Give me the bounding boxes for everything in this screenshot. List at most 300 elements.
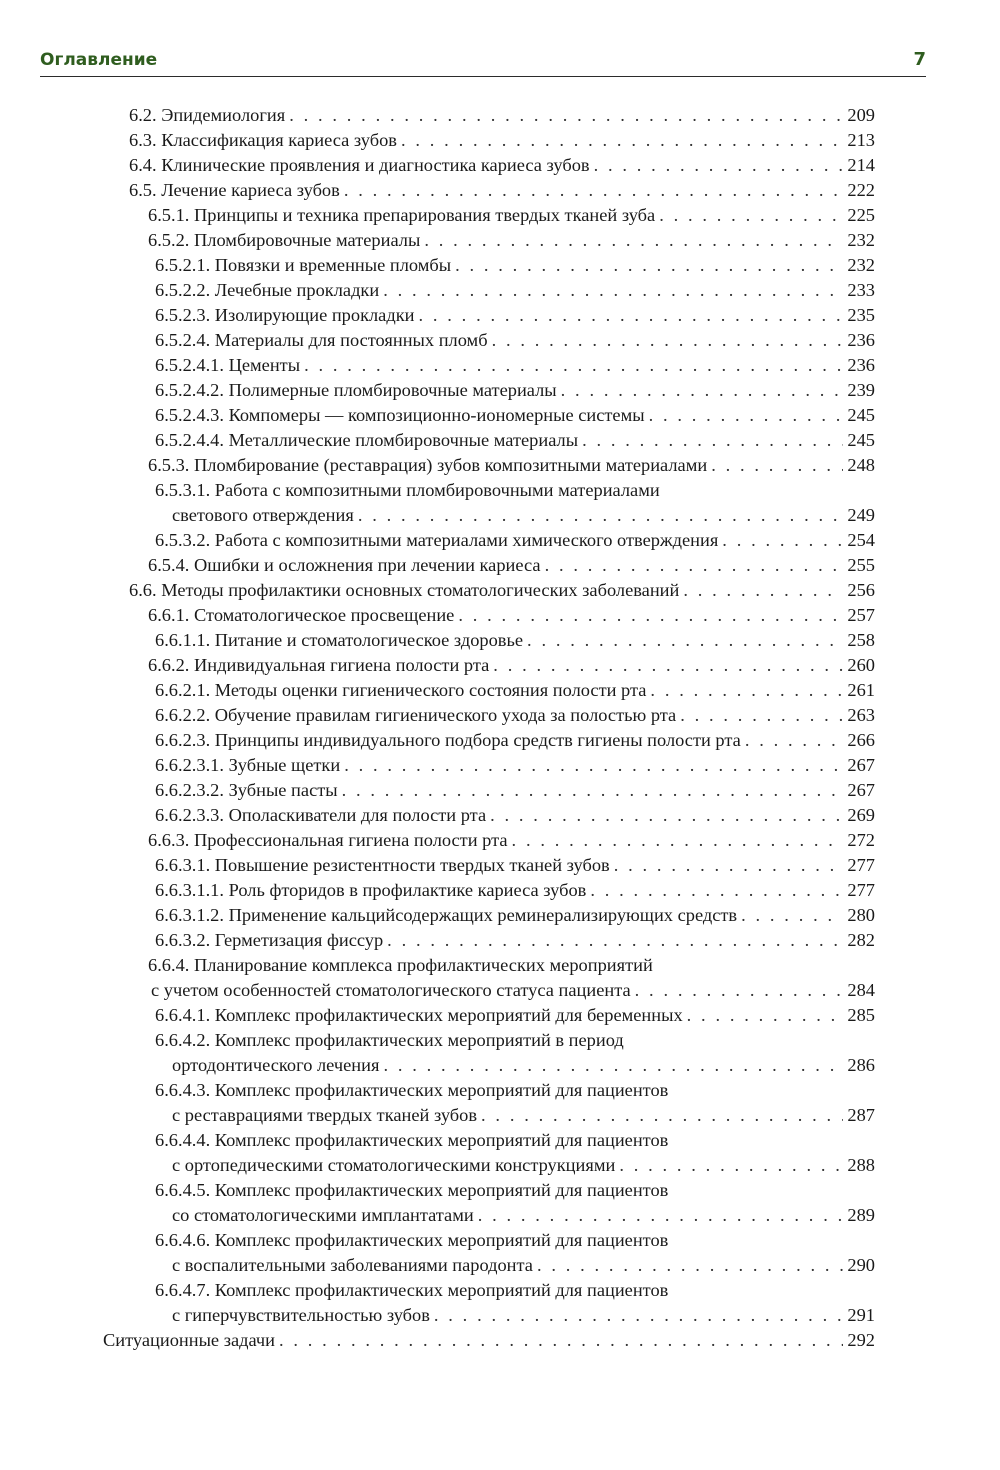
toc-entry-number: 6.5.2.4.: [155, 330, 211, 350]
toc-entry-title: Цементы: [228, 355, 301, 375]
toc-entry-number: 6.6.4.1.: [155, 1005, 211, 1025]
toc-entry: [103, 653, 875, 678]
toc-entry-line: [103, 178, 875, 203]
dot-leader: [650, 678, 843, 703]
toc-entry-title: Лечение кариеса зубов: [161, 180, 340, 200]
toc-entry-number: 6.4.: [129, 155, 157, 175]
toc-entry: [103, 328, 875, 353]
toc-entry-continuation: со стоматологическими имплантатами: [172, 1205, 474, 1225]
toc-entry-line: [103, 253, 875, 278]
toc-entry-text: [155, 478, 660, 503]
toc-entry-text: [155, 903, 737, 928]
toc-entry-text: [155, 728, 741, 753]
toc-entry-number: 6.3.: [129, 130, 157, 150]
toc-entry: [103, 103, 875, 128]
toc-entry-line: [103, 403, 875, 428]
toc-entry-page: 257: [847, 605, 875, 625]
toc-entry-page: 214: [847, 155, 875, 175]
toc-entry: [103, 953, 875, 1003]
toc-entry-text: [155, 403, 645, 428]
toc-entry-page: 222: [847, 180, 875, 200]
toc-entry-text: [155, 678, 646, 703]
toc-entry-number: 6.6.1.1.: [155, 630, 211, 650]
toc-entry-number: 6.6.2.3.1.: [155, 755, 224, 775]
toc-entry-text: [129, 178, 340, 203]
toc-entry-title: Эпидемиология: [161, 105, 286, 125]
toc-entry-page: 289: [847, 1205, 875, 1225]
toc-entry-number: 6.6.4.: [148, 955, 190, 975]
toc-entry-number: 6.6.3.1.: [155, 855, 211, 875]
toc-entry-number: 6.6.2.3.: [155, 730, 211, 750]
toc-entry-number: 6.5.2.1.: [155, 255, 211, 275]
toc-entry: [103, 803, 875, 828]
toc-entry-page: 236: [847, 330, 875, 350]
toc-entry-title: Изолирующие прокладки: [214, 305, 415, 325]
toc-entry: [103, 278, 875, 303]
toc-entry-line: [103, 578, 875, 603]
toc-entry-line: [103, 103, 875, 128]
toc-entry-line: [103, 453, 875, 478]
toc-entry-text: [155, 1003, 683, 1028]
toc-entry-title: Методы профилактики основных стоматологических заболеваний: [161, 580, 680, 600]
toc-entry-text: [155, 803, 486, 828]
toc-entry-title: Комплекс профилактических мероприятий для пациентов: [214, 1130, 669, 1150]
toc-entry-text: [129, 128, 397, 153]
toc-entry-title: Компомеры — композиционно-иономерные системы: [228, 405, 645, 425]
toc-entry-text: [155, 253, 451, 278]
toc-entry: [103, 903, 875, 928]
dot-leader: [344, 753, 843, 778]
toc-entry-page: 255: [847, 555, 875, 575]
toc-entry-title: Полимерные пломбировочные материалы: [228, 380, 557, 400]
dot-leader: [590, 878, 843, 903]
toc-entry-line: [103, 653, 875, 678]
toc-entry-text: [155, 1128, 668, 1153]
toc-entry-number: 6.6.2.1.: [155, 680, 211, 700]
toc-entry: [103, 203, 875, 228]
toc-entry-title: Комплекс профилактических мероприятий для пациентов: [214, 1080, 669, 1100]
dot-leader: [745, 728, 844, 753]
toc-entry-line: [103, 753, 875, 778]
toc-entry-number: 6.6.2.3.3.: [155, 805, 224, 825]
toc-entry-title: Применение кальцийсодержащих реминерализирующих средств: [228, 905, 738, 925]
toc-entry-page: 233: [847, 280, 875, 300]
toc-entry-number: 6.6.2.2.: [155, 705, 211, 725]
toc-entry-text: [148, 228, 420, 253]
dot-leader: [434, 1303, 844, 1328]
toc-entry-line: [103, 203, 875, 228]
toc-entry-title: Работа с композитными материалами химического отверждения: [214, 530, 719, 550]
toc-entry: [103, 353, 875, 378]
toc-entry-title: Комплекс профилактических мероприятий для пациентов: [214, 1280, 669, 1300]
toc-entry-number: 6.5.2.3.: [155, 305, 211, 325]
toc-entry-title: Принципы и техника препарирования твердых тканей зуба: [194, 205, 656, 225]
toc-entry-text: [148, 603, 454, 628]
toc-entry-page: 235: [847, 305, 875, 325]
toc-entry: [103, 778, 875, 803]
toc-entry-page: 284: [847, 980, 875, 1000]
toc-entry-number: 6.6.4.4.: [155, 1130, 211, 1150]
toc-entry-line: [103, 603, 875, 628]
toc-entry-page: 291: [847, 1305, 875, 1325]
toc-entry-page: 254: [847, 530, 875, 550]
dot-leader: [614, 853, 844, 878]
toc-entry: [103, 303, 875, 328]
dot-leader: [492, 328, 844, 353]
dot-leader: [687, 1003, 844, 1028]
toc-entry-title: Зубные пасты: [228, 780, 338, 800]
toc-entry-page: 236: [847, 355, 875, 375]
toc-entry-page: 277: [847, 880, 875, 900]
toc-entry: [103, 178, 875, 203]
toc-entry-page: 248: [847, 455, 875, 475]
dot-leader: [741, 903, 843, 928]
toc-entry: [103, 453, 875, 478]
toc-entry-text: [155, 753, 340, 778]
dot-leader: [493, 653, 843, 678]
toc-entry-line: [103, 928, 875, 953]
toc-entry-text: [155, 303, 414, 328]
toc-entry-text: [155, 1028, 624, 1053]
toc-entry-line: [103, 628, 875, 653]
dot-leader: [545, 553, 844, 578]
toc-entry-number: 6.6.3.: [148, 830, 190, 850]
toc-entry-text: [155, 353, 300, 378]
toc-entry-text: [155, 628, 523, 653]
toc-entry-title: Повышение резистентности твердых тканей зубов: [214, 855, 610, 875]
toc-entry-line: [103, 1053, 875, 1078]
toc-entry-text: [155, 378, 557, 403]
toc-entry-line: [103, 1278, 875, 1303]
toc-entry-text: [155, 278, 379, 303]
toc-entry-text: [155, 1178, 668, 1203]
toc-entry-text: [148, 828, 508, 853]
toc-entry-page: 239: [847, 380, 875, 400]
dot-leader: [582, 428, 843, 453]
toc-entry-text: [155, 878, 586, 903]
table-of-contents: [103, 103, 875, 1353]
toc-entry-line: [103, 328, 875, 353]
toc-entry-page: 287: [847, 1105, 875, 1125]
toc-entry-number: 6.5.2.4.2.: [155, 380, 224, 400]
toc-entry-title: Зубные щетки: [228, 755, 341, 775]
toc-entry-title: Ситуационные задачи: [103, 1330, 275, 1350]
dot-leader: [594, 153, 844, 178]
toc-entry-text: [148, 553, 541, 578]
toc-entry-text: [155, 928, 383, 953]
toc-entry-title: Пломбировочные материалы: [194, 230, 421, 250]
dot-leader: [512, 828, 844, 853]
dot-leader: [387, 928, 843, 953]
toc-entry-line: [103, 803, 875, 828]
toc-entry-line: [103, 1253, 875, 1278]
toc-entry-line: [103, 428, 875, 453]
dot-leader: [680, 703, 843, 728]
toc-entry-title: Профессиональная гигиена полости рта: [194, 830, 508, 850]
toc-entry-page: 292: [847, 1330, 875, 1350]
toc-entry-page: 277: [847, 855, 875, 875]
toc-entry-line: [103, 278, 875, 303]
toc-entry-number: 6.5.2.4.3.: [155, 405, 224, 425]
dot-leader: [649, 403, 844, 428]
toc-entry-text: [155, 1278, 668, 1303]
toc-entry-line: [103, 1153, 875, 1178]
toc-entry-number: 6.6.: [129, 580, 157, 600]
toc-entry-text: [129, 103, 285, 128]
toc-entry-title: Питание и стоматологическое здоровье: [214, 630, 524, 650]
toc-entry: [103, 478, 875, 528]
toc-entry-title: Принципы индивидуального подбора средств гигиены полости рта: [214, 730, 741, 750]
toc-entry-text: [148, 203, 655, 228]
toc-entry: [103, 753, 875, 778]
toc-entry-title: Комплекс профилактических мероприятий для пациентов: [214, 1180, 669, 1200]
toc-entry-continuation: с воспалительными заболеваниями пародонта: [172, 1255, 533, 1275]
toc-entry-title: Комплекс профилактических мероприятий для пациентов: [214, 1230, 669, 1250]
toc-entry-number: 6.6.3.1.1.: [155, 880, 224, 900]
toc-entry-line: [103, 1228, 875, 1253]
toc-entry-title: Комплекс профилактических мероприятий в период: [214, 1030, 624, 1050]
dot-leader: [619, 1153, 843, 1178]
toc-entry-title: Лечебные прокладки: [214, 280, 380, 300]
toc-entry: [103, 553, 875, 578]
toc-entry-line: [103, 1103, 875, 1128]
toc-entry: [103, 1003, 875, 1028]
toc-entry-number: 6.5.1.: [148, 205, 190, 225]
toc-entry-title: Клинические проявления и диагностика кариеса зубов: [161, 155, 590, 175]
toc-entry-number: 6.6.4.6.: [155, 1230, 211, 1250]
toc-entry-page: 288: [847, 1155, 875, 1175]
toc-entry-line: [103, 678, 875, 703]
toc-entry-continuation: с гиперчувствительностью зубов: [172, 1305, 430, 1325]
toc-entry-line: [103, 1303, 875, 1328]
header-page-number: 7: [913, 49, 926, 70]
dot-leader: [401, 128, 843, 153]
toc-entry-number: 6.5.2.: [148, 230, 190, 250]
toc-entry-number: 6.6.3.1.2.: [155, 905, 224, 925]
dot-leader: [342, 778, 844, 803]
toc-entry-title: Ополаскиватели для полости рта: [228, 805, 487, 825]
dot-leader: [289, 103, 843, 128]
toc-entry-page: 285: [847, 1005, 875, 1025]
toc-entry: [103, 428, 875, 453]
toc-entry-line: [103, 1078, 875, 1103]
toc-entry-title: Пломбирование (реставрация) зубов композитными материалами: [194, 455, 708, 475]
toc-entry: [103, 578, 875, 603]
toc-entry-text: [155, 1078, 668, 1103]
toc-entry-line: [103, 478, 875, 503]
dot-leader: [383, 278, 843, 303]
toc-entry-page: 282: [847, 930, 875, 950]
dot-leader: [659, 203, 843, 228]
toc-entry-page: 213: [847, 130, 875, 150]
toc-entry-line: [103, 1028, 875, 1053]
header-title: Оглавление: [40, 50, 158, 70]
toc-entry: [103, 228, 875, 253]
dot-leader: [635, 978, 844, 1003]
toc-entry-number: 6.5.3.1.: [155, 480, 211, 500]
toc-entry-title: Материалы для постоянных пломб: [214, 330, 488, 350]
toc-entry: [103, 1078, 875, 1128]
toc-entry-line: [103, 1178, 875, 1203]
toc-entry: [103, 128, 875, 153]
toc-entry-line: [103, 353, 875, 378]
toc-entry-title: Обучение правилам гигиенического ухода за полостью рта: [214, 705, 677, 725]
toc-entry-text: [155, 328, 488, 353]
toc-entry-title: Герметизация фиссур: [214, 930, 384, 950]
dot-leader: [418, 303, 843, 328]
dot-leader: [383, 1053, 843, 1078]
toc-entry: [103, 853, 875, 878]
toc-entry-line: [103, 303, 875, 328]
toc-entry-line: [103, 903, 875, 928]
toc-entry-number: 6.6.2.: [148, 655, 190, 675]
toc-entry-number: 6.6.4.2.: [155, 1030, 211, 1050]
dot-leader: [455, 253, 843, 278]
toc-entry-line: [103, 128, 875, 153]
dot-leader: [490, 803, 843, 828]
toc-entry: [103, 153, 875, 178]
toc-entry-continuation: с реставрациями твердых тканей зубов: [172, 1105, 478, 1125]
toc-entry-number: 6.5.3.2.: [155, 530, 211, 550]
toc-entry-line: [103, 228, 875, 253]
toc-entry-page: 256: [847, 580, 875, 600]
toc-entry-title: Комплекс профилактических мероприятий для беременных: [214, 1005, 683, 1025]
toc-entry: [103, 1028, 875, 1078]
toc-entry-title: Повязки и временные пломбы: [214, 255, 452, 275]
toc-entry-line: [103, 703, 875, 728]
toc-entry-page: 245: [847, 405, 875, 425]
toc-entry: [103, 678, 875, 703]
toc-entry-continuation: светового отверждения: [172, 505, 354, 525]
toc-entry-title: Работа с композитными пломбировочными материалами: [214, 480, 660, 500]
toc-entry-text: [155, 703, 676, 728]
toc-entry-title: Индивидуальная гигиена полости рта: [194, 655, 490, 675]
toc-entry-number: 6.6.2.3.2.: [155, 780, 224, 800]
toc-entry-page: 232: [847, 230, 875, 250]
toc-entry-line: [103, 1328, 875, 1353]
dot-leader: [304, 353, 843, 378]
dot-leader: [458, 603, 843, 628]
toc-entry-line: [103, 1003, 875, 1028]
toc-entry-line: [103, 828, 875, 853]
dot-leader: [424, 228, 843, 253]
toc-entry-page: 225: [847, 205, 875, 225]
toc-entry-continuation: с ортопедическими стоматологическими конструкциями: [172, 1155, 616, 1175]
toc-entry: [103, 1228, 875, 1278]
toc-entry-text: [148, 953, 653, 978]
dot-leader: [358, 503, 844, 528]
toc-entry-page: 290: [847, 1255, 875, 1275]
toc-entry-page: 267: [847, 780, 875, 800]
toc-entry-text: [155, 853, 610, 878]
toc-entry-number: 6.2.: [129, 105, 157, 125]
dot-leader: [683, 578, 843, 603]
dot-leader: [481, 1103, 843, 1128]
toc-entry-title: Стоматологическое просвещение: [194, 605, 455, 625]
toc-entry-title: Планирование комплекса профилактических мероприятий: [194, 955, 653, 975]
toc-entry-title: Роль фторидов в профилактике кариеса зубов: [228, 880, 587, 900]
dot-leader: [711, 453, 843, 478]
toc-entry: [103, 528, 875, 553]
toc-entry: [103, 828, 875, 853]
dot-leader: [537, 1253, 843, 1278]
toc-entry-number: 6.5.2.4.4.: [155, 430, 224, 450]
toc-entry: [103, 1128, 875, 1178]
toc-entry-page: 209: [847, 105, 875, 125]
toc-entry-line: [103, 503, 875, 528]
toc-entry-page: 266: [847, 730, 875, 750]
toc-entry-page: 260: [847, 655, 875, 675]
dot-leader: [722, 528, 843, 553]
dot-leader: [527, 628, 843, 653]
toc-entry-line: [103, 153, 875, 178]
toc-entry-line: [103, 878, 875, 903]
toc-entry-text: [148, 453, 707, 478]
toc-entry-line: [103, 778, 875, 803]
dot-leader: [561, 378, 844, 403]
toc-entry-line: [103, 378, 875, 403]
dot-leader: [344, 178, 844, 203]
toc-entry: [103, 253, 875, 278]
toc-entry-title: Металлические пломбировочные материалы: [228, 430, 579, 450]
toc-entry-line: [103, 528, 875, 553]
toc-entry-number: 6.5.4.: [148, 555, 190, 575]
toc-entry-continuation: ортодонтического лечения: [172, 1055, 380, 1075]
toc-entry-page: 269: [847, 805, 875, 825]
toc-entry-title: Классификация кариеса зубов: [161, 130, 397, 150]
toc-entry-number: 6.5.2.2.: [155, 280, 211, 300]
toc-entry-page: 232: [847, 255, 875, 275]
toc-entry-text: [155, 528, 718, 553]
toc-entry-line: [103, 1203, 875, 1228]
toc-entry-number: 6.6.1.: [148, 605, 190, 625]
toc-entry-text: [148, 653, 489, 678]
toc-entry: [103, 1178, 875, 1228]
toc-entry-text: [129, 578, 679, 603]
toc-entry: [103, 1278, 875, 1328]
toc-entry-line: [103, 1128, 875, 1153]
toc-entry-number: 6.6.3.2.: [155, 930, 211, 950]
toc-entry-text: [155, 778, 338, 803]
toc-entry: [103, 728, 875, 753]
toc-entry-line: [103, 853, 875, 878]
toc-entry: [103, 928, 875, 953]
toc-entry: [103, 603, 875, 628]
toc-entry-number: 6.6.4.3.: [155, 1080, 211, 1100]
toc-entry-page: 272: [847, 830, 875, 850]
toc-entry-text: [129, 153, 590, 178]
toc-entry: [103, 403, 875, 428]
toc-entry-line: [103, 953, 875, 978]
toc-entry-title: Ошибки и осложнения при лечении кариеса: [194, 555, 541, 575]
dot-leader: [478, 1203, 844, 1228]
toc-entry-page: 249: [847, 505, 875, 525]
toc-entry: [103, 378, 875, 403]
toc-entry-page: 267: [847, 755, 875, 775]
toc-entry-number: 6.5.3.: [148, 455, 190, 475]
toc-entry-line: [103, 978, 875, 1003]
toc-entry-number: 6.5.2.4.1.: [155, 355, 224, 375]
toc-entry-number: 6.6.4.7.: [155, 1280, 211, 1300]
toc-entry-text: [155, 428, 578, 453]
toc-entry: [103, 1328, 875, 1353]
toc-entry-number: 6.6.4.5.: [155, 1180, 211, 1200]
toc-entry-text: [103, 1328, 275, 1353]
toc-entry-number: 6.5.: [129, 180, 157, 200]
toc-entry-line: [103, 728, 875, 753]
page-header: [40, 46, 926, 77]
toc-entry: [103, 878, 875, 903]
